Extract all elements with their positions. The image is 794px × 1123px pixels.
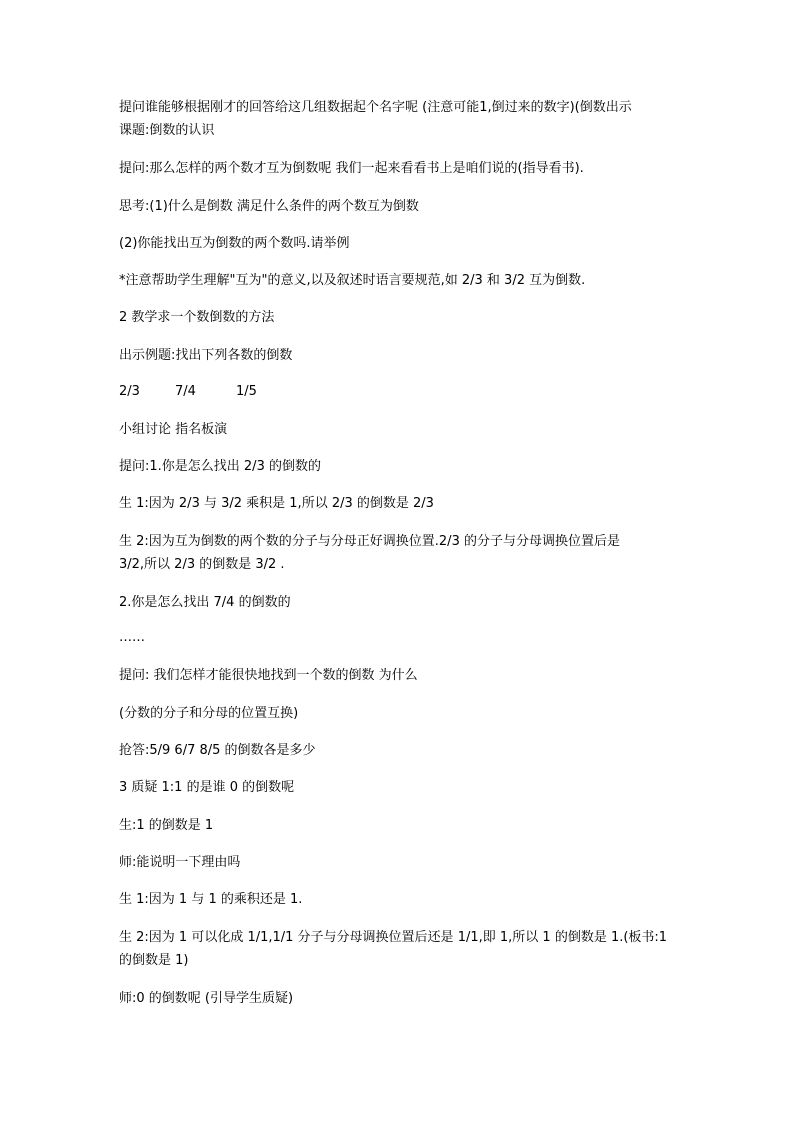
text-line: 提问谁能够根据刚才的回答给这几组数据起个名字呢 (注意可能1,倒过来的数字)(倒数出示 bbox=[119, 100, 632, 115]
example-number: 2/3 bbox=[119, 384, 140, 399]
text-line: 生 2:因为 1 可以化成 1/1,1/1 分子与分母调换位置后还是 1/1,即 1,所以 1 的倒数是 1.(板书:1 bbox=[119, 930, 668, 945]
example-number: 1/5 bbox=[236, 384, 257, 399]
text-line: 2 教学求一个数倒数的方法 bbox=[119, 310, 275, 325]
text-line: …… bbox=[119, 630, 145, 645]
text-line: 的倒数是 1) bbox=[119, 953, 189, 968]
example-number: 7/4 bbox=[175, 384, 196, 399]
text-line: 课题:倒数的认识 bbox=[119, 123, 215, 138]
text-line: 思考:(1)什么是倒数 满足什么条件的两个数互为倒数 bbox=[119, 199, 419, 214]
text-line: 师:0 的倒数呢 (引导学生质疑) bbox=[119, 991, 294, 1006]
text-line: 小组讨论 指名板演 bbox=[119, 422, 228, 437]
text-line: (2)你能找出互为倒数的两个数吗.请举例 bbox=[119, 236, 350, 251]
text-line: *注意帮助学生理解"互为"的意义,以及叙述时语言要规范,如 2/3 和 3/2 互为倒数. bbox=[119, 273, 586, 288]
text-line: 2.你是怎么找出 7/4 的倒数的 bbox=[119, 595, 291, 610]
text-line: 出示例题:找出下列各数的倒数 bbox=[119, 348, 293, 363]
text-line: 提问:1.你是怎么找出 2/3 的倒数的 bbox=[119, 459, 321, 474]
text-line: (分数的分子和分母的位置互换) bbox=[119, 706, 299, 721]
text-line: 3/2,所以 2/3 的倒数是 3/2 . bbox=[119, 557, 285, 572]
text-line: 提问:那么怎样的两个数才互为倒数呢 我们一起来看看书上是咱们说的(指导看书). bbox=[119, 161, 584, 176]
text-line: 生:1 的倒数是 1 bbox=[119, 818, 214, 833]
text-line: 师:能说明一下理由吗 bbox=[119, 855, 241, 870]
example-numbers-row bbox=[119, 381, 257, 403]
text-line: 抢答:5/9 6/7 8/5 的倒数各是多少 bbox=[119, 743, 316, 758]
text-line: 生 1:因为 1 与 1 的乘积还是 1. bbox=[119, 892, 303, 907]
text-line: 生 2:因为互为倒数的两个数的分子与分母正好调换位置.2/3 的分子与分母调换位置后是 bbox=[119, 534, 620, 549]
text-line: 生 1:因为 2/3 与 3/2 乘积是 1,所以 2/3 的倒数是 2/3 bbox=[119, 496, 434, 511]
text-line: 3 质疑 1:1 的是谁 0 的倒数呢 bbox=[119, 780, 295, 795]
text-line: 提问: 我们怎样才能很快地找到一个数的倒数 为什么 bbox=[119, 668, 418, 683]
